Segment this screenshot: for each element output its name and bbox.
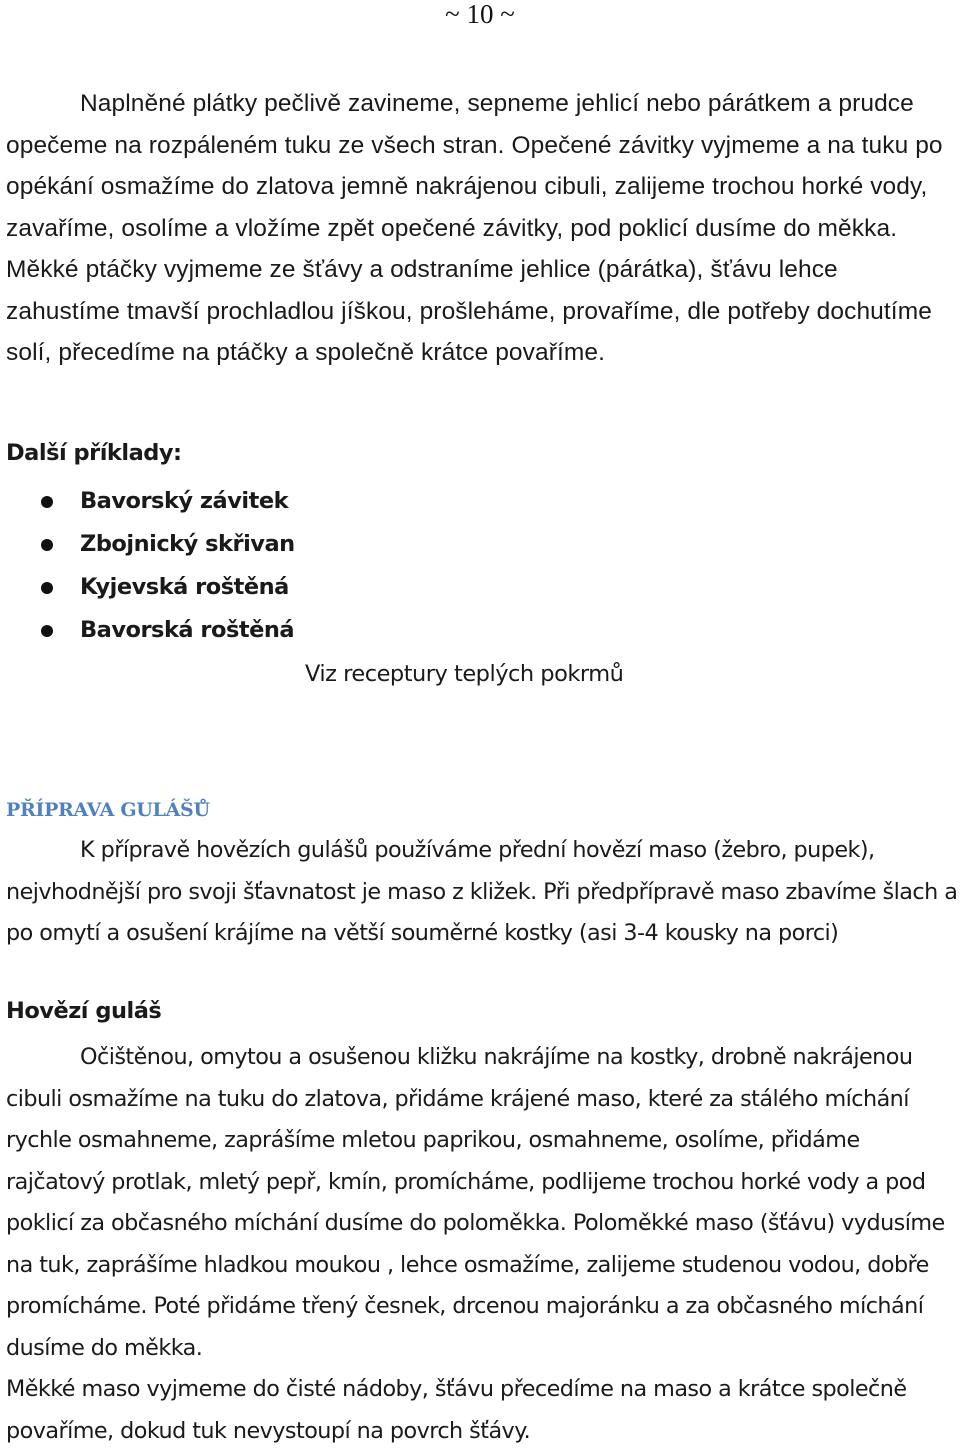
list-item [0,566,960,609]
recipe-body [6,1037,958,1452]
examples-heading: Další příklady: [6,440,182,466]
list-item-label: Bavorský závitek [80,488,289,514]
goulash-intro-paragraph: K přípravě hovězích gulášů používáme přední hovězí maso (žebro, pupek), nejvhodnější pro svoji šťavnatost je maso z kližek. Při předpřípravě maso zbavíme šlach a po omytí a osušení krájíme na větší souměrné kostky (asi 3-4 kousky na porci) [6,837,958,946]
list-item [0,480,960,523]
list-item [0,523,960,566]
list-item [0,609,960,652]
list-item-label: Zbojnický skřivan [80,531,295,557]
bullet-icon [41,582,53,594]
recipe-paragraph-final: Měkké maso vyjmeme do čisté nádoby, šťávu přecedíme na maso a krátce společně povaříme, dokud tuk nevystoupí na povrch šťávy. [6,1376,907,1444]
page-number: ~ 10 ~ [445,0,515,29]
list-item-label: Bavorská roštěná [80,617,295,643]
recipe-paragraph: Očištěnou, omytou a osušenou kližku nakrájíme na kostky, drobně nakrájenou cibuli osmažíme na tuku do zlatova, přidáme krájené maso, které za stálého míchání rychle osmahneme, zaprášíme mletou paprikou, osmahneme, osolíme, přidáme rajčatový protlak, mletý pepř, kmín, promícháme, podlijeme trochou horké vody a pod poklicí za občasného míchání dusíme do poloměkka. Poloměkké maso (šťávu) vydusíme na tuk, zaprášíme hladkou moukou , lehce osmažíme, zalijeme studenou vodou, dobře promícháme. Poté přidáme třený česnek, drcenou majoránku a za občasného míchání dusíme do měkka. [6,1044,945,1361]
recipe-heading: Hovězí guláš [6,998,162,1024]
bullet-icon [41,625,53,637]
intro-paragraph: Naplněné plátky pečlivě zavineme, sepneme jehlicí nebo párátkem a prudce opečeme na rozpáleném tuku ze všech stran. Opečené závitky vyjmeme a na tuku po opékání osmažíme do zlatova jemně nakrájenou cibuli, zalijeme trochou horké vody, zavaříme, osolíme a vložíme zpět opečené závitky, pod poklicí dusíme do měkka. Měkké ptáčky vyjmeme ze šťávy a odstraníme jehlice (párátka), šťávu lehce zahustíme tmavší prochladlou jíškou, prošleháme, provaříme, dle potřeby dochutíme solí, přecedíme na ptáčky a společně krátce povaříme. [6,90,943,366]
section-title: PŘÍPRAVA GULÁŠŮ [6,799,210,821]
recipe-reference: Viz receptury teplých pokrmů [305,661,624,687]
bullet-icon [41,496,53,508]
examples-list [0,480,960,652]
bullet-icon [41,539,53,551]
list-item-label: Kyjevská roštěná [80,574,289,600]
